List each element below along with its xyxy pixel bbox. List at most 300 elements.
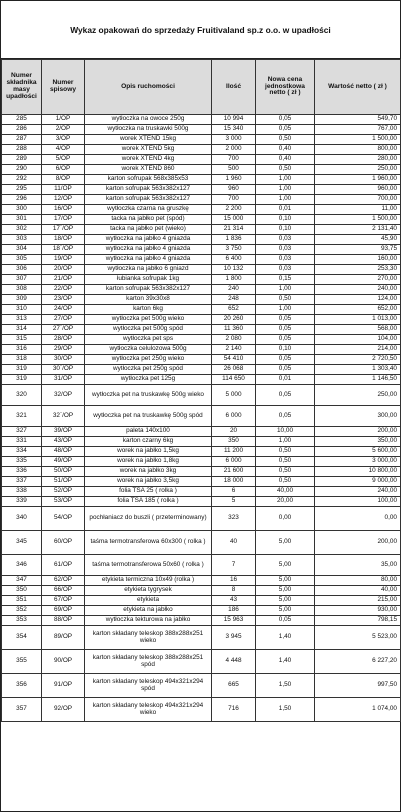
quantity-cell: 2 000 [212, 145, 256, 155]
table-row [2, 135, 401, 145]
description-cell: łubianka sofrupak 1kg [85, 275, 212, 285]
inventory-number-cell: 18`/OP [42, 245, 85, 255]
unit-price-cell: 0,05 [256, 125, 315, 135]
inventory-number-cell: 54/OP [42, 507, 85, 531]
description-cell: wytłoczka pet 500g wieko [85, 315, 212, 325]
net-value-cell: 549,70 [315, 115, 401, 125]
net-value-cell: 200,00 [315, 427, 401, 437]
asset-number-cell: 292 [2, 175, 42, 185]
unit-price-cell: 0,10 [256, 225, 315, 235]
unit-price-cell: 0,05 [256, 315, 315, 325]
unit-price-cell: 0,10 [256, 215, 315, 225]
header-description: Opis ruchomości [85, 60, 212, 115]
quantity-cell: 20 [212, 427, 256, 437]
unit-price-cell: 5,00 [256, 586, 315, 596]
description-cell: wytłoczka czarna na gruszkę [85, 205, 212, 215]
net-value-cell: 1 013,00 [315, 315, 401, 325]
net-value-cell: 250,00 [315, 165, 401, 175]
inventory-number-cell: 20/OP [42, 265, 85, 275]
asset-number-cell: 331 [2, 437, 42, 447]
description-cell: karton czarny 6kg [85, 437, 212, 447]
asset-number-cell: 338 [2, 487, 42, 497]
unit-price-cell: 0,03 [256, 265, 315, 275]
quantity-cell: 6 400 [212, 255, 256, 265]
inventory-number-cell: 11/OP [42, 185, 85, 195]
net-value-cell: 40,00 [315, 586, 401, 596]
unit-price-cell: 0,40 [256, 155, 315, 165]
net-value-cell: 5 523,00 [315, 626, 401, 650]
table-row [2, 225, 401, 235]
description-cell: karton sofrupak 563x382x127 [85, 185, 212, 195]
table-row [2, 305, 401, 315]
inventory-number-cell: 3/OP [42, 135, 85, 145]
net-value-cell: 1 500,00 [315, 215, 401, 225]
asset-number-cell: 308 [2, 285, 42, 295]
asset-number-cell: 318 [2, 355, 42, 365]
net-value-cell: 104,00 [315, 335, 401, 345]
unit-price-cell: 0,05 [256, 115, 315, 125]
net-value-cell: 930,00 [315, 606, 401, 616]
table-row [2, 155, 401, 165]
inventory-number-cell: 43/OP [42, 437, 85, 447]
quantity-cell: 20 260 [212, 315, 256, 325]
description-cell: worek XTEND 5kg [85, 145, 212, 155]
net-value-cell: 3 000,00 [315, 457, 401, 467]
net-value-cell: 124,00 [315, 295, 401, 305]
unit-price-cell: 0,50 [256, 477, 315, 487]
unit-price-cell: 1,00 [256, 175, 315, 185]
asset-number-cell: 357 [2, 698, 42, 722]
asset-number-cell: 356 [2, 674, 42, 698]
net-value-cell: 93,75 [315, 245, 401, 255]
net-value-cell: 350,00 [315, 437, 401, 447]
quantity-cell: 8 [212, 586, 256, 596]
inventory-number-cell: 12/OP [42, 195, 85, 205]
inventory-number-cell: 8/OP [42, 175, 85, 185]
asset-number-cell: 309 [2, 295, 42, 305]
table-row [2, 698, 401, 722]
inventory-number-cell: 51/OP [42, 477, 85, 487]
asset-number-cell: 315 [2, 335, 42, 345]
table-row [2, 195, 401, 205]
inventory-number-cell: 22/OP [42, 285, 85, 295]
table-row [2, 285, 401, 295]
table-row [2, 467, 401, 477]
description-cell: pochłaniacz do buszli ( przeterminowany) [85, 507, 212, 531]
table-row [2, 215, 401, 225]
unit-price-cell: 0,40 [256, 145, 315, 155]
description-cell: wytłoczka na jabłko 4 gniazda [85, 245, 212, 255]
description-cell: wytłoczka na jabłko 4 gniazda [85, 235, 212, 245]
asset-number-cell: 301 [2, 215, 42, 225]
asset-number-cell: 345 [2, 531, 42, 555]
inventory-number-cell: 5/OP [42, 155, 85, 165]
net-value-cell: 798,15 [315, 616, 401, 626]
net-value-cell: 9 000,00 [315, 477, 401, 487]
quantity-cell: 665 [212, 674, 256, 698]
quantity-cell: 652 [212, 305, 256, 315]
inventory-number-cell: 90/OP [42, 650, 85, 674]
description-cell: worek na jabłko 3kg [85, 467, 212, 477]
asset-number-cell: 307 [2, 275, 42, 285]
inventory-number-cell: 49/OP [42, 457, 85, 467]
table-row [2, 507, 401, 531]
quantity-cell: 3 945 [212, 626, 256, 650]
quantity-cell: 1 800 [212, 275, 256, 285]
asset-number-cell: 310 [2, 305, 42, 315]
unit-price-cell: 0,05 [256, 355, 315, 365]
inventory-number-cell: 21/OP [42, 275, 85, 285]
table-row [2, 576, 401, 586]
description-cell: karton sofrupak 563x382x127 [85, 285, 212, 295]
quantity-cell: 6 000 [212, 406, 256, 427]
description-cell: worek XTEND 4kg [85, 155, 212, 165]
description-cell: wytłoczka pet sps [85, 335, 212, 345]
net-value-cell: 215,00 [315, 596, 401, 606]
inventory-number-cell: 6/OP [42, 165, 85, 175]
inventory-number-cell: 17/OP [42, 215, 85, 225]
description-cell: etykieta tygrysek [85, 586, 212, 596]
net-value-cell: 997,50 [315, 674, 401, 698]
net-value-cell: 568,00 [315, 325, 401, 335]
quantity-cell: 16 [212, 576, 256, 586]
table-row [2, 165, 401, 175]
table-row [2, 385, 401, 406]
table-row [2, 674, 401, 698]
table-row [2, 606, 401, 616]
quantity-cell: 323 [212, 507, 256, 531]
inventory-number-cell: 66/OP [42, 586, 85, 596]
unit-price-cell: 0,50 [256, 447, 315, 457]
table-row [2, 235, 401, 245]
asset-number-cell: 350 [2, 586, 42, 596]
asset-number-cell: 306 [2, 265, 42, 275]
quantity-cell: 10 132 [212, 265, 256, 275]
net-value-cell: 270,00 [315, 275, 401, 285]
quantity-cell: 500 [212, 165, 256, 175]
table-row [2, 626, 401, 650]
net-value-cell: 250,00 [315, 385, 401, 406]
quantity-cell: 10 994 [212, 115, 256, 125]
asset-number-cell: 346 [2, 555, 42, 576]
header-quantity: Ilość [212, 60, 256, 115]
header-net-value: Wartość netto ( zł ) [315, 60, 401, 115]
inventory-number-cell: 60/OP [42, 531, 85, 555]
unit-price-cell: 5,00 [256, 555, 315, 576]
net-value-cell: 11,00 [315, 205, 401, 215]
net-value-cell: 214,00 [315, 345, 401, 355]
inventory-number-cell: 92/OP [42, 698, 85, 722]
unit-price-cell: 0,50 [256, 165, 315, 175]
description-cell: worek na jabłko 1,8kg [85, 457, 212, 467]
description-cell: wytłoczka celulozowa 500g [85, 345, 212, 355]
description-cell: wytłoczka pet 125g [85, 375, 212, 385]
quantity-cell: 11 200 [212, 447, 256, 457]
unit-price-cell: 1,00 [256, 305, 315, 315]
unit-price-cell: 1,40 [256, 626, 315, 650]
table-row [2, 365, 401, 375]
unit-price-cell: 0,15 [256, 275, 315, 285]
table-row [2, 375, 401, 385]
description-cell: wytłoczka pet 250g wieko [85, 355, 212, 365]
inventory-number-cell: 27`/OP [42, 325, 85, 335]
description-cell: karton 6kg [85, 305, 212, 315]
inventory-number-cell: 28/OP [42, 335, 85, 345]
asset-number-cell: 314 [2, 325, 42, 335]
net-value-cell: 6 227,20 [315, 650, 401, 674]
unit-price-cell: 1,40 [256, 650, 315, 674]
description-cell: wytłoczka na truskawki 500g [85, 125, 212, 135]
description-cell: etykieta termiczna 10x49 (rolka ) [85, 576, 212, 586]
table-row [2, 586, 401, 596]
description-cell: karton sofrupak 563x382x127 [85, 195, 212, 205]
description-cell: etykieta [85, 596, 212, 606]
quantity-cell: 15 340 [212, 125, 256, 135]
net-value-cell: 652,00 [315, 305, 401, 315]
quantity-cell: 15 000 [212, 215, 256, 225]
quantity-cell: 2 140 [212, 345, 256, 355]
table-row [2, 145, 401, 155]
quantity-cell: 186 [212, 606, 256, 616]
net-value-cell: 300,00 [315, 406, 401, 427]
asset-number-cell: 300 [2, 205, 42, 215]
unit-price-cell: 1,00 [256, 185, 315, 195]
table-row [2, 335, 401, 345]
asset-number-cell: 355 [2, 650, 42, 674]
asset-number-cell: 316 [2, 345, 42, 355]
table-row [2, 245, 401, 255]
inventory-number-cell: 16/OP [42, 205, 85, 215]
header-inventory-number: Numer spisowy [42, 60, 85, 115]
asset-number-cell: 353 [2, 616, 42, 626]
quantity-cell: 1 836 [212, 235, 256, 245]
asset-number-cell: 286 [2, 125, 42, 135]
asset-number-cell: 339 [2, 497, 42, 507]
quantity-cell: 3 750 [212, 245, 256, 255]
quantity-cell: 960 [212, 185, 256, 195]
inventory-number-cell: 32/OP [42, 385, 85, 406]
table-header-row [2, 60, 401, 115]
inventory-number-cell: 50/OP [42, 467, 85, 477]
inventory-number-cell: 62/OP [42, 576, 85, 586]
net-value-cell: 100,00 [315, 497, 401, 507]
description-cell: wytłoczka na jabłko 6 gniazd [85, 265, 212, 275]
description-cell: wytłoczka pet 500g spód [85, 325, 212, 335]
description-cell: worek na jabłko 1,5kg [85, 447, 212, 457]
net-value-cell: 80,00 [315, 576, 401, 586]
inventory-number-cell: 24/OP [42, 305, 85, 315]
net-value-cell: 1 500,00 [315, 135, 401, 145]
quantity-cell: 5 [212, 497, 256, 507]
asset-number-cell: 334 [2, 447, 42, 457]
unit-price-cell: 1,00 [256, 437, 315, 447]
quantity-cell: 18 000 [212, 477, 256, 487]
net-value-cell: 1 074,00 [315, 698, 401, 722]
asset-number-cell: 327 [2, 427, 42, 437]
quantity-cell: 240 [212, 285, 256, 295]
net-value-cell: 45,90 [315, 235, 401, 245]
asset-number-cell: 304 [2, 245, 42, 255]
asset-number-cell: 320 [2, 385, 42, 406]
net-value-cell: 1 146,50 [315, 375, 401, 385]
table-row [2, 175, 401, 185]
description-cell: wytłoczka pet na truskawkę 500g wieko [85, 385, 212, 406]
table-row [2, 596, 401, 606]
description-cell: wytłoczka na jabłko 4 gniazda [85, 255, 212, 265]
table-row [2, 447, 401, 457]
quantity-cell: 54 410 [212, 355, 256, 365]
net-value-cell: 280,00 [315, 155, 401, 165]
quantity-cell: 3 000 [212, 135, 256, 145]
description-cell: worek na jabłko 3,5kg [85, 477, 212, 487]
unit-price-cell: 1,00 [256, 195, 315, 205]
net-value-cell: 0,00 [315, 507, 401, 531]
inventory-number-cell: 17`/OP [42, 225, 85, 235]
unit-price-cell: 20,00 [256, 497, 315, 507]
unit-price-cell: 1,50 [256, 698, 315, 722]
description-cell: karton składany teleskop 494x321x294 wieko [85, 698, 212, 722]
quantity-cell: 26 068 [212, 365, 256, 375]
description-cell: etykieta na jabłko [85, 606, 212, 616]
asset-number-cell: 347 [2, 576, 42, 586]
asset-number-cell: 351 [2, 596, 42, 606]
net-value-cell: 800,00 [315, 145, 401, 155]
inventory-number-cell: 32`/OP [42, 406, 85, 427]
quantity-cell: 21 314 [212, 225, 256, 235]
inventory-number-cell: 30`/OP [42, 365, 85, 375]
quantity-cell: 40 [212, 531, 256, 555]
unit-price-cell: 0,01 [256, 205, 315, 215]
asset-number-cell: 303 [2, 235, 42, 245]
quantity-cell: 350 [212, 437, 256, 447]
inventory-number-cell: 31/OP [42, 375, 85, 385]
table-row [2, 325, 401, 335]
inventory-number-cell: 19/OP [42, 255, 85, 265]
table-row [2, 487, 401, 497]
description-cell: karton 39x30x8 [85, 295, 212, 305]
inventory-number-cell: 18/OP [42, 235, 85, 245]
unit-price-cell: 0,50 [256, 295, 315, 305]
quantity-cell: 43 [212, 596, 256, 606]
unit-price-cell: 0,03 [256, 245, 315, 255]
table-row [2, 345, 401, 355]
net-value-cell: 253,30 [315, 265, 401, 275]
inventory-number-cell: 61/OP [42, 555, 85, 576]
net-value-cell: 2 131,40 [315, 225, 401, 235]
table-row [2, 185, 401, 195]
unit-price-cell: 0,03 [256, 255, 315, 265]
asset-number-cell: 340 [2, 507, 42, 531]
inventory-number-cell: 2/OP [42, 125, 85, 135]
table-row [2, 497, 401, 507]
description-cell: wytłoczka pet 250g spód [85, 365, 212, 375]
table-row [2, 295, 401, 305]
inventory-number-cell: 91/OP [42, 674, 85, 698]
table-row [2, 531, 401, 555]
quantity-cell: 6 000 [212, 457, 256, 467]
description-cell: worek XTEND 15kg [85, 135, 212, 145]
inventory-number-cell: 52/OP [42, 487, 85, 497]
asset-number-cell: 354 [2, 626, 42, 650]
net-value-cell: 1 303,40 [315, 365, 401, 375]
inventory-number-cell: 4/OP [42, 145, 85, 155]
table-row [2, 555, 401, 576]
net-value-cell: 10 800,00 [315, 467, 401, 477]
unit-price-cell: 0,03 [256, 235, 315, 245]
description-cell: folia TSA 185 ( rolka ) [85, 497, 212, 507]
inventory-number-cell: 69/OP [42, 606, 85, 616]
asset-number-cell: 296 [2, 195, 42, 205]
table-row [2, 427, 401, 437]
table-row [2, 355, 401, 365]
description-cell: wytłoczka pet na truskawkę 500g spód [85, 406, 212, 427]
inventory-number-cell: 39/OP [42, 427, 85, 437]
table-row [2, 406, 401, 427]
description-cell: taśma termotransferowa 60x300 ( rolka ) [85, 531, 212, 555]
table-row [2, 125, 401, 135]
asset-number-cell: 302 [2, 225, 42, 235]
inventory-number-cell: 29/OP [42, 345, 85, 355]
unit-price-cell: 1,00 [256, 285, 315, 295]
unit-price-cell: 5,00 [256, 576, 315, 586]
inventory-number-cell: 23/OP [42, 295, 85, 305]
inventory-number-cell: 88/OP [42, 616, 85, 626]
asset-number-cell: 313 [2, 315, 42, 325]
asset-number-cell: 337 [2, 477, 42, 487]
quantity-cell: 7 [212, 555, 256, 576]
quantity-cell: 5 000 [212, 385, 256, 406]
asset-number-cell: 319 [2, 365, 42, 375]
description-cell: karton sofrupak 568x385x53 [85, 175, 212, 185]
table-row [2, 255, 401, 265]
quantity-cell: 700 [212, 195, 256, 205]
unit-price-cell: 0,50 [256, 457, 315, 467]
quantity-cell: 4 448 [212, 650, 256, 674]
unit-price-cell: 40,00 [256, 487, 315, 497]
document-title: Wykaz opakowań do sprzedaży Fruitivaland sp.z o.o. w upadłości [1, 1, 400, 59]
table-row [2, 457, 401, 467]
unit-price-cell: 0,05 [256, 325, 315, 335]
asset-number-cell: 352 [2, 606, 42, 616]
quantity-cell: 716 [212, 698, 256, 722]
quantity-cell: 2 080 [212, 335, 256, 345]
unit-price-cell: 0,05 [256, 365, 315, 375]
description-cell: tacka na jabłko pet (spód) [85, 215, 212, 225]
inventory-number-cell: 1/OP [42, 115, 85, 125]
description-cell: wytłoczka na owoce 250g [85, 115, 212, 125]
net-value-cell: 2 720,50 [315, 355, 401, 365]
quantity-cell: 2 200 [212, 205, 256, 215]
asset-number-cell: 336 [2, 467, 42, 477]
table-row [2, 275, 401, 285]
asset-number-cell: 321 [2, 406, 42, 427]
unit-price-cell: 0,50 [256, 135, 315, 145]
quantity-cell: 15 963 [212, 616, 256, 626]
unit-price-cell: 0,00 [256, 507, 315, 531]
unit-price-cell: 0,05 [256, 616, 315, 626]
unit-price-cell: 0,50 [256, 467, 315, 477]
net-value-cell: 35,00 [315, 555, 401, 576]
inventory-number-cell: 27/OP [42, 315, 85, 325]
description-cell: tacka na jabłko pet (wieko) [85, 225, 212, 235]
net-value-cell: 1 960,00 [315, 175, 401, 185]
unit-price-cell: 0,05 [256, 406, 315, 427]
inventory-number-cell: 89/OP [42, 626, 85, 650]
description-cell: folia TSA 25 ( rolka ) [85, 487, 212, 497]
table-row [2, 115, 401, 125]
quantity-cell: 21 600 [212, 467, 256, 477]
description-cell: paleta 140x100 [85, 427, 212, 437]
